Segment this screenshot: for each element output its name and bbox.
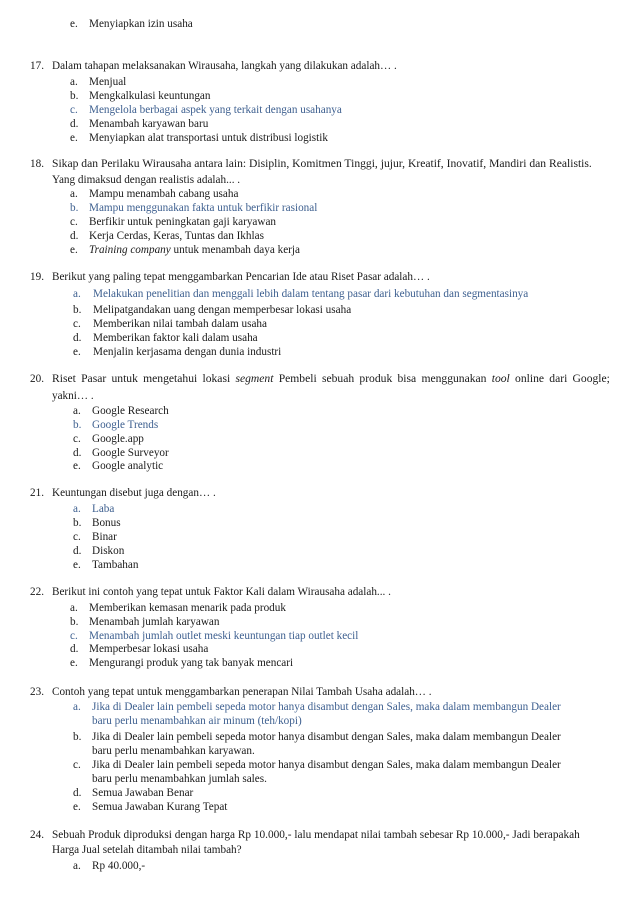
word: dari	[549, 372, 568, 385]
option-text: Bonus	[92, 517, 121, 529]
word: Google;	[572, 372, 610, 385]
option-text: Menambah karyawan baru	[89, 118, 209, 130]
option-text	[89, 243, 300, 257]
option-text: Mengurangi produk yang tak banyak mencari	[89, 657, 294, 669]
question-number: 21.	[30, 487, 44, 499]
option-text: Menambah jumlah karyawan	[89, 616, 220, 628]
word: bisa	[397, 372, 417, 385]
question-text: Yang dimaksud dengan realistis adalah... .	[52, 174, 241, 186]
word: Riset	[52, 372, 76, 385]
option-text: baru perlu menambahkan air minum (teh/kopi)	[92, 715, 302, 727]
option-letter: d.	[70, 643, 79, 655]
option-letter: c.	[70, 216, 78, 228]
option-letter: c.	[70, 630, 78, 642]
option-letter: b.	[73, 731, 82, 743]
option-letter: c.	[73, 433, 81, 445]
option-text: Memberikan faktor kali dalam usaha	[93, 332, 258, 344]
option-letter: e.	[73, 559, 81, 571]
question-text: Sebuah Produk diproduksi dengan harga Rp 10.000,- lalu mendapat nilai tambah sebesar Rp 10.000,- Jadi berapakah	[52, 829, 580, 841]
option-letter: e.	[70, 657, 78, 669]
option-text: Laba	[92, 503, 115, 515]
option-text: Google Trends	[92, 419, 159, 431]
option-text: Semua Jawaban Benar	[92, 787, 194, 799]
option-letter: d.	[70, 230, 79, 242]
option-text: Jika di Dealer lain pembeli sepeda motor hanya disambut dengan Sales, maka dalam membangun Dealer	[92, 731, 561, 743]
question-text: Berikut ini contoh yang tepat untuk Faktor Kali dalam Wirausaha adalah... .	[52, 586, 391, 598]
word: mengetahui	[143, 372, 198, 385]
question-text: Dalam tahapan melaksanakan Wirausaha, langkah yang dilakukan adalah… .	[52, 60, 397, 72]
option-letter: a.	[73, 503, 81, 515]
option-text: Memperbesar lokasi usaha	[89, 643, 209, 655]
option-text: Kerja Cerdas, Keras, Tuntas dan Ikhlas	[89, 230, 264, 242]
word-italic: tool	[491, 372, 510, 385]
question-number: 19.	[30, 271, 44, 283]
option-letter: e.	[73, 460, 81, 472]
option-text: Tambahan	[92, 559, 139, 571]
option-text: Jika di Dealer lain pembeli sepeda motor hanya disambut dengan Sales, maka dalam membangun Dealer	[92, 701, 561, 713]
question-text	[52, 372, 610, 386]
question-text: Contoh yang tepat untuk menggambarkan penerapan Nilai Tambah Usaha adalah… .	[52, 686, 432, 698]
option-letter: c.	[73, 759, 81, 771]
word-italic: segment	[235, 372, 274, 385]
option-letter: b.	[70, 202, 79, 214]
option-text: Mampu menggunakan fakta untuk berfikir rasional	[89, 202, 318, 214]
option-text: Melipatgandakan uang dengan memperbesar lokasi usaha	[93, 304, 352, 316]
option-letter: b.	[70, 90, 79, 102]
word: lokasi	[202, 372, 231, 385]
option-text: Melakukan penelitian dan menggali lebih dalam tentang pasar dari kebutuhan dan segmentasinya	[93, 288, 529, 300]
option-text: Menyiapkan izin usaha	[89, 18, 193, 30]
question-text: Harga Jual setelah ditambah nilai tambah?	[52, 844, 242, 856]
option-letter: a.	[73, 860, 81, 872]
option-text: Binar	[92, 531, 117, 543]
option-text: Berfikir untuk peningkatan gaji karyawan	[89, 216, 277, 228]
option-letter: e.	[70, 244, 78, 256]
word: produk	[359, 372, 393, 385]
option-text: Google Surveyor	[92, 447, 169, 459]
option-text: Mengkalkulasi keuntungan	[89, 90, 211, 102]
option-letter: a.	[73, 701, 81, 713]
option-letter: a.	[73, 288, 81, 300]
option-text: Rp 40.000,-	[92, 860, 146, 872]
option-letter: b.	[73, 304, 82, 316]
option-letter: d.	[70, 118, 79, 130]
question-number: 20.	[30, 373, 44, 385]
question-text: Sikap dan Perilaku Wirausaha antara lain: Disiplin, Komitmen Tinggi, jujur, Kreatif, Inovatif, Mandiri dan Realistis.	[52, 157, 592, 170]
option-letter: a.	[70, 76, 78, 88]
option-text: Jika di Dealer lain pembeli sepeda motor hanya disambut dengan Sales, maka dalam membangun Dealer	[92, 759, 561, 771]
question-number: 18.	[30, 158, 44, 170]
option-letter: b.	[73, 419, 82, 431]
question-number: 17.	[30, 60, 44, 72]
option-letter: c.	[73, 531, 81, 543]
option-text: baru perlu menambahkan karyawan.	[92, 745, 255, 757]
option-letter: b.	[73, 517, 82, 529]
option-text: Mengelola berbagai aspek yang terkait dengan usahanya	[89, 104, 342, 116]
option-letter: a.	[70, 602, 78, 614]
option-letter: e.	[73, 801, 81, 813]
option-letter: c.	[73, 318, 81, 330]
option-letter: e.	[70, 18, 78, 30]
option-letter: a.	[70, 188, 78, 200]
option-text: Google.app	[92, 433, 144, 445]
word: Pembeli	[278, 372, 317, 385]
option-text: Memberikan kemasan menarik pada produk	[89, 602, 286, 614]
question-number: 24.	[30, 829, 44, 841]
option-text: Google Research	[92, 405, 169, 417]
option-text: Mampu menambah cabang usaha	[89, 188, 239, 200]
option-text-italic: Training company	[89, 244, 171, 256]
option-letter: d.	[73, 332, 82, 344]
option-text: Menjual	[89, 76, 127, 88]
option-text: Semua Jawaban Kurang Tepat	[92, 801, 228, 813]
option-text: Diskon	[92, 545, 125, 557]
option-letter: e.	[73, 346, 81, 358]
word: sebuah	[321, 372, 355, 385]
option-letter: a.	[73, 405, 81, 417]
option-text: Memberikan nilai tambah dalam usaha	[93, 318, 267, 330]
option-letter: c.	[70, 104, 78, 116]
option-letter: e.	[70, 132, 78, 144]
option-text: Menjalin kerjasama dengan dunia industri	[93, 346, 282, 358]
option-letter: b.	[70, 616, 79, 628]
option-text: Google analytic	[92, 460, 164, 472]
question-text: yakni… .	[52, 390, 94, 402]
option-text: Menyiapkan alat transportasi untuk distribusi logistik	[89, 132, 328, 144]
option-letter: d.	[73, 447, 82, 459]
question-text: Keuntungan disebut juga dengan… .	[52, 487, 216, 499]
option-text-rest: untuk menambah daya kerja	[170, 244, 300, 256]
word: online	[515, 372, 545, 385]
option-letter: d.	[73, 787, 82, 799]
question-number: 23.	[30, 686, 44, 698]
option-letter: d.	[73, 545, 82, 557]
word: menggunakan	[421, 372, 487, 385]
option-text: Menambah jumlah outlet meski keuntungan tiap outlet kecil	[89, 630, 359, 642]
option-text: baru perlu menambahkan jumlah sales.	[92, 773, 267, 785]
word: Pasar	[81, 372, 107, 385]
word: untuk	[111, 372, 138, 385]
question-text: Berikut yang paling tepat menggambarkan Pencarian Ide atau Riset Pasar adalah… .	[52, 271, 430, 283]
question-number: 22.	[30, 586, 44, 598]
